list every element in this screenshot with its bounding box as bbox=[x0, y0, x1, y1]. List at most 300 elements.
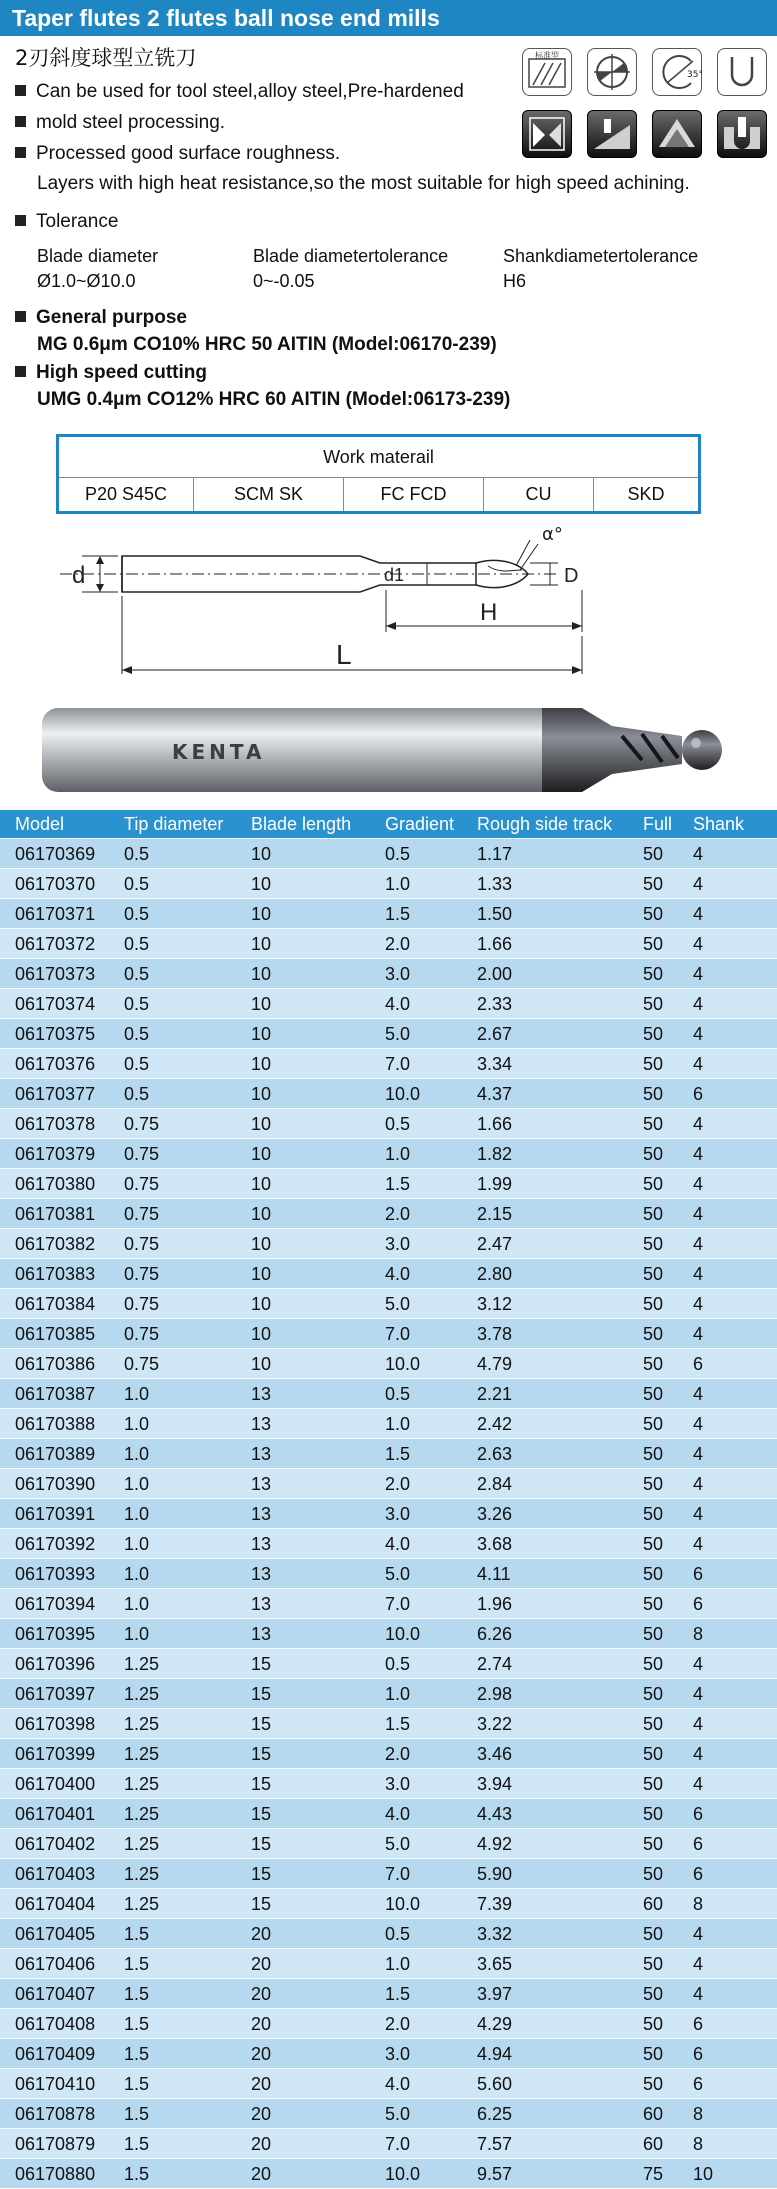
cell-full: 50 bbox=[643, 1954, 664, 1974]
feature-text: Can be used for tool steel,alloy steel,Pre-hardened bbox=[36, 81, 464, 102]
bullet-icon bbox=[15, 215, 26, 226]
cell-rough-side-track: 7.57 bbox=[477, 2134, 513, 2154]
cell-shank: 6 bbox=[693, 1354, 704, 1374]
cell-model: 06170379 bbox=[15, 1144, 96, 1164]
cell-gradient: 2.0 bbox=[385, 1204, 411, 1224]
cell-model: 06170390 bbox=[15, 1474, 96, 1494]
page-title: Taper flutes 2 flutes ball nose end mills bbox=[0, 0, 777, 36]
cell-gradient: 4.0 bbox=[385, 1804, 411, 1824]
cell-gradient: 3.0 bbox=[385, 1774, 411, 1794]
cell-blade-length: 13 bbox=[251, 1504, 272, 1524]
cell-gradient: 4.0 bbox=[385, 1534, 411, 1554]
cell-model: 06170382 bbox=[15, 1234, 96, 1254]
cell-full: 50 bbox=[643, 934, 664, 954]
cell-full: 60 bbox=[643, 2134, 664, 2154]
label-L: L bbox=[336, 639, 352, 670]
cell-gradient: 3.0 bbox=[385, 1504, 411, 1524]
cell-model: 06170408 bbox=[15, 2014, 96, 2034]
cell-model: 06170389 bbox=[15, 1444, 96, 1464]
table-row bbox=[0, 2128, 777, 2158]
cell-gradient: 5.0 bbox=[385, 1024, 411, 1044]
cell-model: 06170372 bbox=[15, 934, 96, 954]
cell-gradient: 10.0 bbox=[385, 1354, 421, 1374]
cell-shank: 6 bbox=[693, 1084, 704, 1104]
cell-gradient: 0.5 bbox=[385, 1114, 411, 1134]
cell-shank: 4 bbox=[693, 1504, 704, 1524]
cell-model: 06170397 bbox=[15, 1684, 96, 1704]
cell-full: 60 bbox=[643, 2104, 664, 2124]
cell-rough-side-track: 4.79 bbox=[477, 1354, 513, 1374]
cell-rough-side-track: 9.57 bbox=[477, 2164, 513, 2184]
header-model: Model bbox=[15, 814, 65, 834]
cell-blade-length: 13 bbox=[251, 1594, 272, 1614]
cell-tip-diameter: 1.0 bbox=[124, 1504, 150, 1524]
table-row bbox=[0, 1978, 777, 2008]
product-table bbox=[0, 810, 777, 2188]
cell-rough-side-track: 2.80 bbox=[477, 1264, 513, 1284]
table-row bbox=[0, 1558, 777, 1588]
cell-blade-length: 15 bbox=[251, 1744, 272, 1764]
cell-rough-side-track: 4.11 bbox=[477, 1564, 511, 1584]
cell-model: 06170402 bbox=[15, 1834, 96, 1854]
cell-blade-length: 13 bbox=[251, 1534, 272, 1554]
table-row bbox=[0, 1318, 777, 1348]
label-alpha: α° bbox=[542, 524, 563, 545]
table-row bbox=[0, 1018, 777, 1048]
cell-blade-length: 10 bbox=[251, 1354, 272, 1374]
cell-tip-diameter: 0.5 bbox=[124, 1084, 150, 1104]
cell-full: 50 bbox=[643, 1984, 664, 2004]
cell-shank: 6 bbox=[693, 1804, 704, 1824]
cell-full: 50 bbox=[643, 874, 664, 894]
cell-tip-diameter: 0.75 bbox=[124, 1324, 160, 1344]
cell-full: 50 bbox=[643, 1804, 664, 1824]
cell-rough-side-track: 1.96 bbox=[477, 1594, 513, 1614]
cell-rough-side-track: 5.90 bbox=[477, 1864, 513, 1884]
feature-text: Processed good surface roughness. bbox=[36, 143, 341, 164]
bullet-icon bbox=[15, 85, 26, 96]
cell-gradient: 4.0 bbox=[385, 2074, 411, 2094]
cell-shank: 4 bbox=[693, 964, 704, 984]
cell-model: 06170388 bbox=[15, 1414, 96, 1434]
cell-blade-length: 15 bbox=[251, 1864, 272, 1884]
cell-rough-side-track: 2.21 bbox=[477, 1384, 513, 1404]
cell-tip-diameter: 1.25 bbox=[124, 1744, 160, 1764]
purpose-heading: General purpose bbox=[15, 307, 187, 329]
cell-shank: 4 bbox=[693, 1384, 704, 1404]
cell-full: 50 bbox=[643, 1774, 664, 1794]
cell-rough-side-track: 4.29 bbox=[477, 2014, 513, 2034]
cell-rough-side-track: 1.50 bbox=[477, 904, 513, 924]
cell-rough-side-track: 1.82 bbox=[477, 1144, 513, 1164]
table-row bbox=[0, 1678, 777, 1708]
cell-blade-length: 10 bbox=[251, 934, 272, 954]
cell-rough-side-track: 3.65 bbox=[477, 1954, 513, 1974]
cell-tip-diameter: 1.0 bbox=[124, 1474, 150, 1494]
label-d1: d1 bbox=[384, 565, 405, 585]
table-row bbox=[0, 1528, 777, 1558]
icon-grid bbox=[522, 48, 770, 160]
header-full: Full bbox=[643, 814, 673, 834]
standard-type-icon bbox=[522, 48, 572, 96]
cell-blade-length: 20 bbox=[251, 2164, 272, 2184]
standard-type-label: 标准型 bbox=[535, 51, 559, 60]
cell-gradient: 2.0 bbox=[385, 1744, 411, 1764]
profile-milling-icon bbox=[652, 110, 702, 158]
cell-gradient: 3.0 bbox=[385, 1234, 411, 1254]
tool-dimension-drawing bbox=[60, 526, 640, 686]
cell-shank: 4 bbox=[693, 1654, 704, 1674]
cell-shank: 4 bbox=[693, 1114, 704, 1134]
cell-full: 50 bbox=[643, 1744, 664, 1764]
table-row bbox=[0, 2038, 777, 2068]
cell-full: 75 bbox=[643, 2164, 664, 2184]
table-row bbox=[0, 1588, 777, 1618]
cell-blade-length: 10 bbox=[251, 1024, 272, 1044]
cell-gradient: 7.0 bbox=[385, 2134, 411, 2154]
header-blade-length: Blade length bbox=[251, 814, 352, 834]
cell-blade-length: 20 bbox=[251, 1924, 272, 1944]
table-row bbox=[0, 1408, 777, 1438]
cell-full: 50 bbox=[643, 1504, 664, 1524]
feature-text: mold steel processing. bbox=[36, 112, 226, 133]
table-row bbox=[0, 1918, 777, 1948]
cell-blade-length: 13 bbox=[251, 1384, 272, 1404]
cell-blade-length: 10 bbox=[251, 1144, 272, 1164]
feature-item bbox=[15, 112, 225, 134]
cell-tip-diameter: 0.5 bbox=[124, 964, 150, 984]
cell-rough-side-track: 1.66 bbox=[477, 934, 513, 954]
cell-rough-side-track: 2.74 bbox=[477, 1654, 513, 1674]
cell-tip-diameter: 1.5 bbox=[124, 1954, 150, 1974]
cell-blade-length: 15 bbox=[251, 1894, 272, 1914]
cell-gradient: 1.5 bbox=[385, 904, 411, 924]
bullet-icon bbox=[15, 366, 26, 377]
cell-model: 06170394 bbox=[15, 1594, 96, 1614]
cell-shank: 4 bbox=[693, 1954, 704, 1974]
cell-shank: 4 bbox=[693, 1144, 704, 1164]
cell-full: 50 bbox=[643, 1474, 664, 1494]
table-body bbox=[0, 838, 777, 2188]
cell-tip-diameter: 0.75 bbox=[124, 1264, 160, 1284]
table-row bbox=[0, 1198, 777, 1228]
cell-gradient: 10.0 bbox=[385, 1894, 421, 1914]
cell-shank: 8 bbox=[693, 2104, 704, 2124]
cell-full: 50 bbox=[643, 1594, 664, 1614]
cell-shank: 4 bbox=[693, 1714, 704, 1734]
cell-rough-side-track: 2.00 bbox=[477, 964, 513, 984]
cell-full: 50 bbox=[643, 1564, 664, 1584]
cell-blade-length: 15 bbox=[251, 1774, 272, 1794]
cell-gradient: 5.0 bbox=[385, 1294, 411, 1314]
table-header-row bbox=[0, 810, 777, 838]
cell-shank: 4 bbox=[693, 1204, 704, 1224]
cell-gradient: 10.0 bbox=[385, 1084, 421, 1104]
cell-blade-length: 10 bbox=[251, 1114, 272, 1134]
cell-tip-diameter: 1.5 bbox=[124, 2014, 150, 2034]
cell-model: 06170387 bbox=[15, 1384, 96, 1404]
cell-tip-diameter: 0.75 bbox=[124, 1114, 160, 1134]
cell-model: 06170370 bbox=[15, 874, 96, 894]
cell-gradient: 1.0 bbox=[385, 1684, 411, 1704]
cell-rough-side-track: 2.47 bbox=[477, 1234, 513, 1254]
cell-model: 06170392 bbox=[15, 1534, 96, 1554]
cell-gradient: 10.0 bbox=[385, 1624, 421, 1644]
tool-photo bbox=[42, 700, 747, 800]
cell-model: 06170373 bbox=[15, 964, 96, 984]
cell-full: 50 bbox=[643, 1084, 664, 1104]
cell-shank: 4 bbox=[693, 1924, 704, 1944]
cell-gradient: 5.0 bbox=[385, 1834, 411, 1854]
cell-model: 06170380 bbox=[15, 1174, 96, 1194]
table-row bbox=[0, 1138, 777, 1168]
table-row bbox=[0, 1498, 777, 1528]
header-tip-diameter: Tip diameter bbox=[124, 814, 224, 834]
cell-tip-diameter: 0.75 bbox=[124, 1294, 160, 1314]
cell-tip-diameter: 1.0 bbox=[124, 1444, 150, 1464]
cell-shank: 6 bbox=[693, 1564, 704, 1584]
bullet-icon bbox=[15, 311, 26, 322]
cell-rough-side-track: 4.94 bbox=[477, 2044, 513, 2064]
cell-full: 50 bbox=[643, 1654, 664, 1674]
cell-gradient: 7.0 bbox=[385, 1864, 411, 1884]
purpose-detail: MG 0.6μm CO10% HRC 50 AITIN (Model:06170-239) bbox=[37, 334, 497, 355]
cell-rough-side-track: 3.97 bbox=[477, 1984, 513, 2004]
cell-tip-diameter: 0.75 bbox=[124, 1234, 160, 1254]
cell-shank: 4 bbox=[693, 1774, 704, 1794]
cell-full: 50 bbox=[643, 1864, 664, 1884]
cell-rough-side-track: 1.17 bbox=[477, 844, 513, 864]
cell-gradient: 2.0 bbox=[385, 1474, 411, 1494]
tolerance-heading: Tolerance bbox=[15, 211, 118, 233]
cell-full: 50 bbox=[643, 1924, 664, 1944]
cell-blade-length: 20 bbox=[251, 2134, 272, 2154]
cell-full: 50 bbox=[643, 844, 664, 864]
cell-gradient: 1.0 bbox=[385, 1954, 411, 1974]
cell-model: 06170391 bbox=[15, 1504, 96, 1524]
cell-model: 06170406 bbox=[15, 1954, 96, 1974]
feature-note: Layers with high heat resistance,so the most suitable for high speed achining. bbox=[37, 173, 690, 194]
cell-model: 06170404 bbox=[15, 1894, 96, 1914]
ball-nose-profile-icon bbox=[717, 48, 767, 96]
cell-gradient: 4.0 bbox=[385, 994, 411, 1014]
cell-blade-length: 10 bbox=[251, 1264, 272, 1284]
header-shank: Shank bbox=[693, 814, 745, 834]
cell-gradient: 2.0 bbox=[385, 934, 411, 954]
work-material-title: Work materail bbox=[59, 437, 698, 478]
cell-tip-diameter: 1.5 bbox=[124, 2104, 150, 2124]
cell-blade-length: 13 bbox=[251, 1624, 272, 1644]
cell-gradient: 7.0 bbox=[385, 1054, 411, 1074]
purpose-heading: High speed cutting bbox=[15, 362, 207, 384]
cell-rough-side-track: 2.42 bbox=[477, 1414, 513, 1434]
cell-model: 06170384 bbox=[15, 1294, 96, 1314]
work-material-cell: CU bbox=[483, 477, 593, 511]
cell-full: 50 bbox=[643, 1204, 664, 1224]
cell-rough-side-track: 3.32 bbox=[477, 1924, 513, 1944]
cell-rough-side-track: 2.63 bbox=[477, 1444, 513, 1464]
cell-tip-diameter: 0.5 bbox=[124, 1054, 150, 1074]
cell-blade-length: 10 bbox=[251, 1294, 272, 1314]
table-row bbox=[0, 1438, 777, 1468]
cell-gradient: 3.0 bbox=[385, 964, 411, 984]
cell-shank: 6 bbox=[693, 2014, 704, 2034]
helix-angle-label: 35° bbox=[687, 70, 703, 80]
cell-shank: 4 bbox=[693, 1264, 704, 1284]
cell-full: 50 bbox=[643, 1144, 664, 1164]
cell-full: 50 bbox=[643, 1444, 664, 1464]
chinese-title: 2刃斜度球型立铣刀 bbox=[15, 46, 197, 70]
cell-shank: 6 bbox=[693, 1864, 704, 1884]
cell-gradient: 1.5 bbox=[385, 1984, 411, 2004]
cell-blade-length: 13 bbox=[251, 1414, 272, 1434]
cell-full: 50 bbox=[643, 1174, 664, 1194]
cell-blade-length: 15 bbox=[251, 1804, 272, 1824]
cell-tip-diameter: 1.0 bbox=[124, 1564, 150, 1584]
cell-rough-side-track: 3.68 bbox=[477, 1534, 513, 1554]
label-D: D bbox=[564, 565, 579, 587]
table-row bbox=[0, 1078, 777, 1108]
cell-rough-side-track: 3.22 bbox=[477, 1714, 513, 1734]
cell-model: 06170407 bbox=[15, 1984, 96, 2004]
cell-gradient: 7.0 bbox=[385, 1594, 411, 1614]
cell-tip-diameter: 1.5 bbox=[124, 2164, 150, 2184]
cell-gradient: 1.5 bbox=[385, 1174, 411, 1194]
table-row bbox=[0, 1348, 777, 1378]
cell-full: 50 bbox=[643, 1534, 664, 1554]
table-row bbox=[0, 2098, 777, 2128]
cell-model: 06170400 bbox=[15, 1774, 96, 1794]
work-material-table bbox=[56, 434, 701, 514]
cell-tip-diameter: 1.25 bbox=[124, 1774, 160, 1794]
cell-shank: 10 bbox=[693, 2164, 714, 2184]
cell-shank: 6 bbox=[693, 1834, 704, 1854]
cell-full: 50 bbox=[643, 1264, 664, 1284]
brand-logo: KENTA bbox=[172, 740, 266, 764]
slope-cutting-icon bbox=[587, 110, 637, 158]
cell-shank: 4 bbox=[693, 1984, 704, 2004]
cell-full: 50 bbox=[643, 1234, 664, 1254]
work-material-cell: P20 S45C bbox=[84, 484, 168, 504]
cell-tip-diameter: 0.75 bbox=[124, 1204, 160, 1224]
cell-tip-diameter: 0.5 bbox=[124, 844, 150, 864]
tolerance-col-shank-tolerance: Shankdiametertolerance bbox=[503, 246, 699, 266]
cell-blade-length: 13 bbox=[251, 1444, 272, 1464]
cell-shank: 4 bbox=[693, 1024, 704, 1044]
cell-rough-side-track: 7.39 bbox=[477, 1894, 513, 1914]
cell-gradient: 1.0 bbox=[385, 874, 411, 894]
cell-blade-length: 20 bbox=[251, 1954, 272, 1974]
cell-blade-length: 15 bbox=[251, 1834, 272, 1854]
cell-tip-diameter: 1.5 bbox=[124, 1924, 150, 1944]
table-row bbox=[0, 958, 777, 988]
cell-model: 06170375 bbox=[15, 1024, 96, 1044]
cell-rough-side-track: 3.26 bbox=[477, 1504, 513, 1524]
cell-shank: 8 bbox=[693, 1624, 704, 1644]
slot-milling-icon bbox=[717, 110, 767, 158]
cell-model: 06170879 bbox=[15, 2134, 96, 2154]
cell-blade-length: 15 bbox=[251, 1654, 272, 1674]
header-gradient: Gradient bbox=[385, 814, 455, 834]
cell-shank: 4 bbox=[693, 994, 704, 1014]
cell-tip-diameter: 1.25 bbox=[124, 1894, 160, 1914]
cell-blade-length: 15 bbox=[251, 1684, 272, 1704]
cell-tip-diameter: 1.0 bbox=[124, 1624, 150, 1644]
table-row bbox=[0, 838, 777, 868]
cell-model: 06170381 bbox=[15, 1204, 96, 1224]
cell-model: 06170374 bbox=[15, 994, 96, 1014]
cell-gradient: 0.5 bbox=[385, 1654, 411, 1674]
cell-shank: 4 bbox=[693, 1234, 704, 1254]
table-row bbox=[0, 1468, 777, 1498]
cell-tip-diameter: 1.25 bbox=[124, 1864, 160, 1884]
cell-tip-diameter: 1.0 bbox=[124, 1534, 150, 1554]
table-row bbox=[0, 1648, 777, 1678]
cell-model: 06170377 bbox=[15, 1084, 96, 1104]
cell-shank: 4 bbox=[693, 1294, 704, 1314]
cell-model: 06170371 bbox=[15, 904, 96, 924]
table-row bbox=[0, 928, 777, 958]
cell-blade-length: 13 bbox=[251, 1564, 272, 1584]
cell-model: 06170385 bbox=[15, 1324, 96, 1344]
cell-blade-length: 10 bbox=[251, 874, 272, 894]
cell-gradient: 0.5 bbox=[385, 1924, 411, 1944]
cell-shank: 4 bbox=[693, 904, 704, 924]
cell-model: 06170409 bbox=[15, 2044, 96, 2064]
table-row bbox=[0, 1048, 777, 1078]
cell-shank: 4 bbox=[693, 1684, 704, 1704]
tolerance-value-blade-tolerance: 0~-0.05 bbox=[253, 271, 315, 291]
table-row bbox=[0, 1888, 777, 1918]
cell-rough-side-track: 3.12 bbox=[477, 1294, 513, 1314]
cell-model: 06170393 bbox=[15, 1564, 96, 1584]
tolerance-col-blade-tolerance: Blade diametertolerance bbox=[253, 246, 449, 266]
table-row bbox=[0, 2008, 777, 2038]
cell-blade-length: 10 bbox=[251, 1084, 272, 1104]
cell-gradient: 5.0 bbox=[385, 1564, 411, 1584]
cell-model: 06170410 bbox=[15, 2074, 96, 2094]
cell-shank: 4 bbox=[693, 934, 704, 954]
cell-full: 50 bbox=[643, 2074, 664, 2094]
feature-item bbox=[15, 81, 464, 103]
label-d: d bbox=[72, 562, 86, 589]
cell-full: 50 bbox=[643, 2044, 664, 2064]
cell-model: 06170398 bbox=[15, 1714, 96, 1734]
cell-rough-side-track: 4.43 bbox=[477, 1804, 513, 1824]
cell-blade-length: 10 bbox=[251, 1174, 272, 1194]
cell-model: 06170395 bbox=[15, 1624, 96, 1644]
table-row bbox=[0, 1228, 777, 1258]
tolerance-value-blade-diameter: Ø1.0~Ø10.0 bbox=[37, 271, 136, 291]
cell-full: 50 bbox=[643, 1684, 664, 1704]
cell-model: 06170405 bbox=[15, 1924, 96, 1944]
cell-tip-diameter: 1.25 bbox=[124, 1714, 160, 1734]
cell-tip-diameter: 0.5 bbox=[124, 874, 150, 894]
cell-gradient: 0.5 bbox=[385, 844, 411, 864]
cell-gradient: 1.5 bbox=[385, 1444, 411, 1464]
purpose-detail: UMG 0.4μm CO12% HRC 60 AITIN (Model:06173-239) bbox=[37, 389, 511, 410]
cell-blade-length: 20 bbox=[251, 2014, 272, 2034]
cell-full: 50 bbox=[643, 1714, 664, 1734]
cell-tip-diameter: 0.75 bbox=[124, 1174, 160, 1194]
cell-tip-diameter: 0.5 bbox=[124, 934, 150, 954]
cell-gradient: 0.5 bbox=[385, 1384, 411, 1404]
cell-model: 06170401 bbox=[15, 1804, 96, 1824]
cell-full: 50 bbox=[643, 1114, 664, 1134]
cell-full: 50 bbox=[643, 1054, 664, 1074]
cell-shank: 4 bbox=[693, 1474, 704, 1494]
cell-shank: 4 bbox=[693, 1054, 704, 1074]
